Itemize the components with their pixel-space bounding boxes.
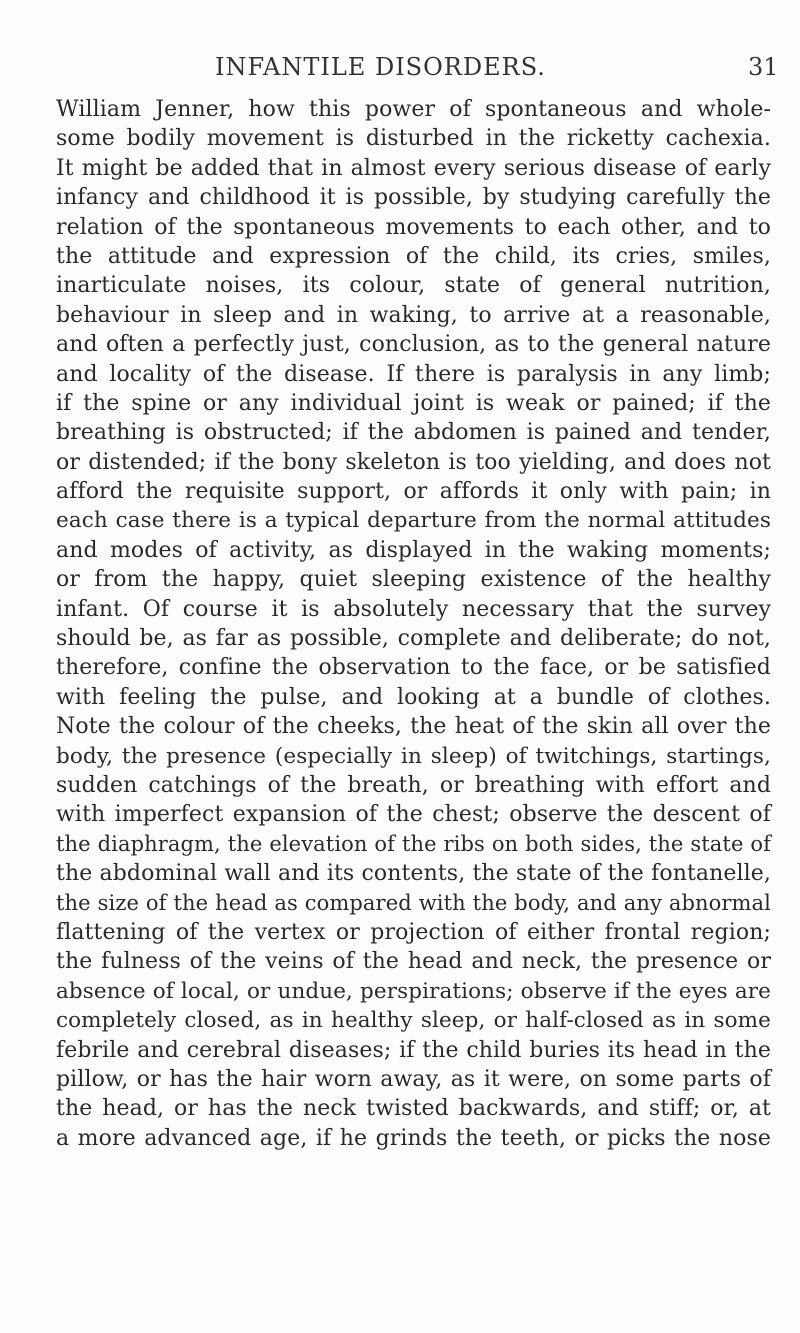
- text-line: each case there is a typical departure from the normal attitudes: [56, 508, 771, 534]
- text-line: afford the requisite support, or affords it only with pain; in: [56, 479, 771, 505]
- text-line: and modes of activity, as displayed in the waking moments;: [56, 537, 771, 563]
- text-line: infancy and childhood it is possible, by studying carefully the: [56, 185, 771, 211]
- text-line: and often a perfectly just, conclusion, as to the general nature: [56, 332, 771, 358]
- text-line: the abdominal wall and its contents, the state of the fontanelle,: [56, 861, 771, 887]
- text-line: and locality of the disease. If there is paralysis in any limb;: [56, 361, 771, 387]
- text-line: behaviour in sleep and in waking, to arrive at a reasonable,: [56, 302, 771, 328]
- body-paragraph: [56, 95, 771, 1153]
- text-line: inarticulate noises, its colour, state of general nutrition,: [56, 273, 771, 299]
- text-line: pillow, or has the hair worn away, as it were, on some parts of: [56, 1066, 771, 1092]
- running-head: [0, 50, 800, 84]
- running-title: INFANTILE DISORDERS.: [215, 53, 546, 81]
- text-line: Note the colour of the cheeks, the heat of the skin all over the: [56, 714, 771, 740]
- text-line: febrile and cerebral diseases; if the child buries its head in the: [56, 1037, 771, 1063]
- text-line: body, the presence (especially in sleep) of twitchings, startings,: [56, 743, 771, 769]
- text-line: the size of the head as compared with the body, and any abnormal: [56, 890, 771, 915]
- text-line: a more advanced age, if he grinds the teeth, or picks the nose: [56, 1125, 771, 1151]
- text-line: breathing is obstructed; if the abdomen is pained and tender,: [56, 420, 771, 446]
- text-line: the head, or has the neck twisted backwards, and stiff; or, at: [56, 1096, 771, 1122]
- text-line: relation of the spontaneous movements to each other, and to: [56, 214, 771, 240]
- text-line: absence of local, or undue, perspirations; observe if the eyes are: [56, 978, 771, 1004]
- text-line: infant. Of course it is absolutely necessary that the survey: [56, 596, 771, 622]
- text-line: or distended; if the bony skeleton is too yielding, and does not: [56, 449, 771, 475]
- text-line: if the spine or any individual joint is weak or pained; if the: [56, 390, 771, 416]
- text-line: flattening of the vertex or projection of either frontal region;: [56, 919, 771, 945]
- text-line: It might be added that in almost every serious disease of early: [56, 155, 771, 181]
- text-line: the diaphragm, the elevation of the ribs on both sides, the state of: [56, 831, 771, 856]
- text-line: therefore, confine the observation to the face, or be satisfied: [56, 655, 771, 681]
- text-line: should be, as far as possible, complete and deliberate; do not,: [56, 626, 771, 652]
- text-line: some bodily movement is disturbed in the ricketty cachexia.: [56, 126, 771, 152]
- text-line: the attitude and expression of the child, its cries, smiles,: [56, 243, 771, 269]
- text-line: William Jenner, how this power of spontaneous and whole-: [56, 97, 771, 122]
- text-line: with imperfect expansion of the chest; observe the descent of: [56, 802, 771, 828]
- text-line: sudden catchings of the breath, or breathing with effort and: [56, 772, 771, 798]
- text-line: with feeling the pulse, and looking at a bundle of clothes.: [56, 684, 771, 710]
- text-line: completely closed, as in healthy sleep, or half-closed as in some: [56, 1008, 771, 1034]
- text-line: or from the happy, quiet sleeping existence of the healthy: [56, 567, 771, 593]
- page-number: 31: [748, 53, 779, 81]
- text-line: the fulness of the veins of the head and neck, the presence or: [56, 949, 771, 975]
